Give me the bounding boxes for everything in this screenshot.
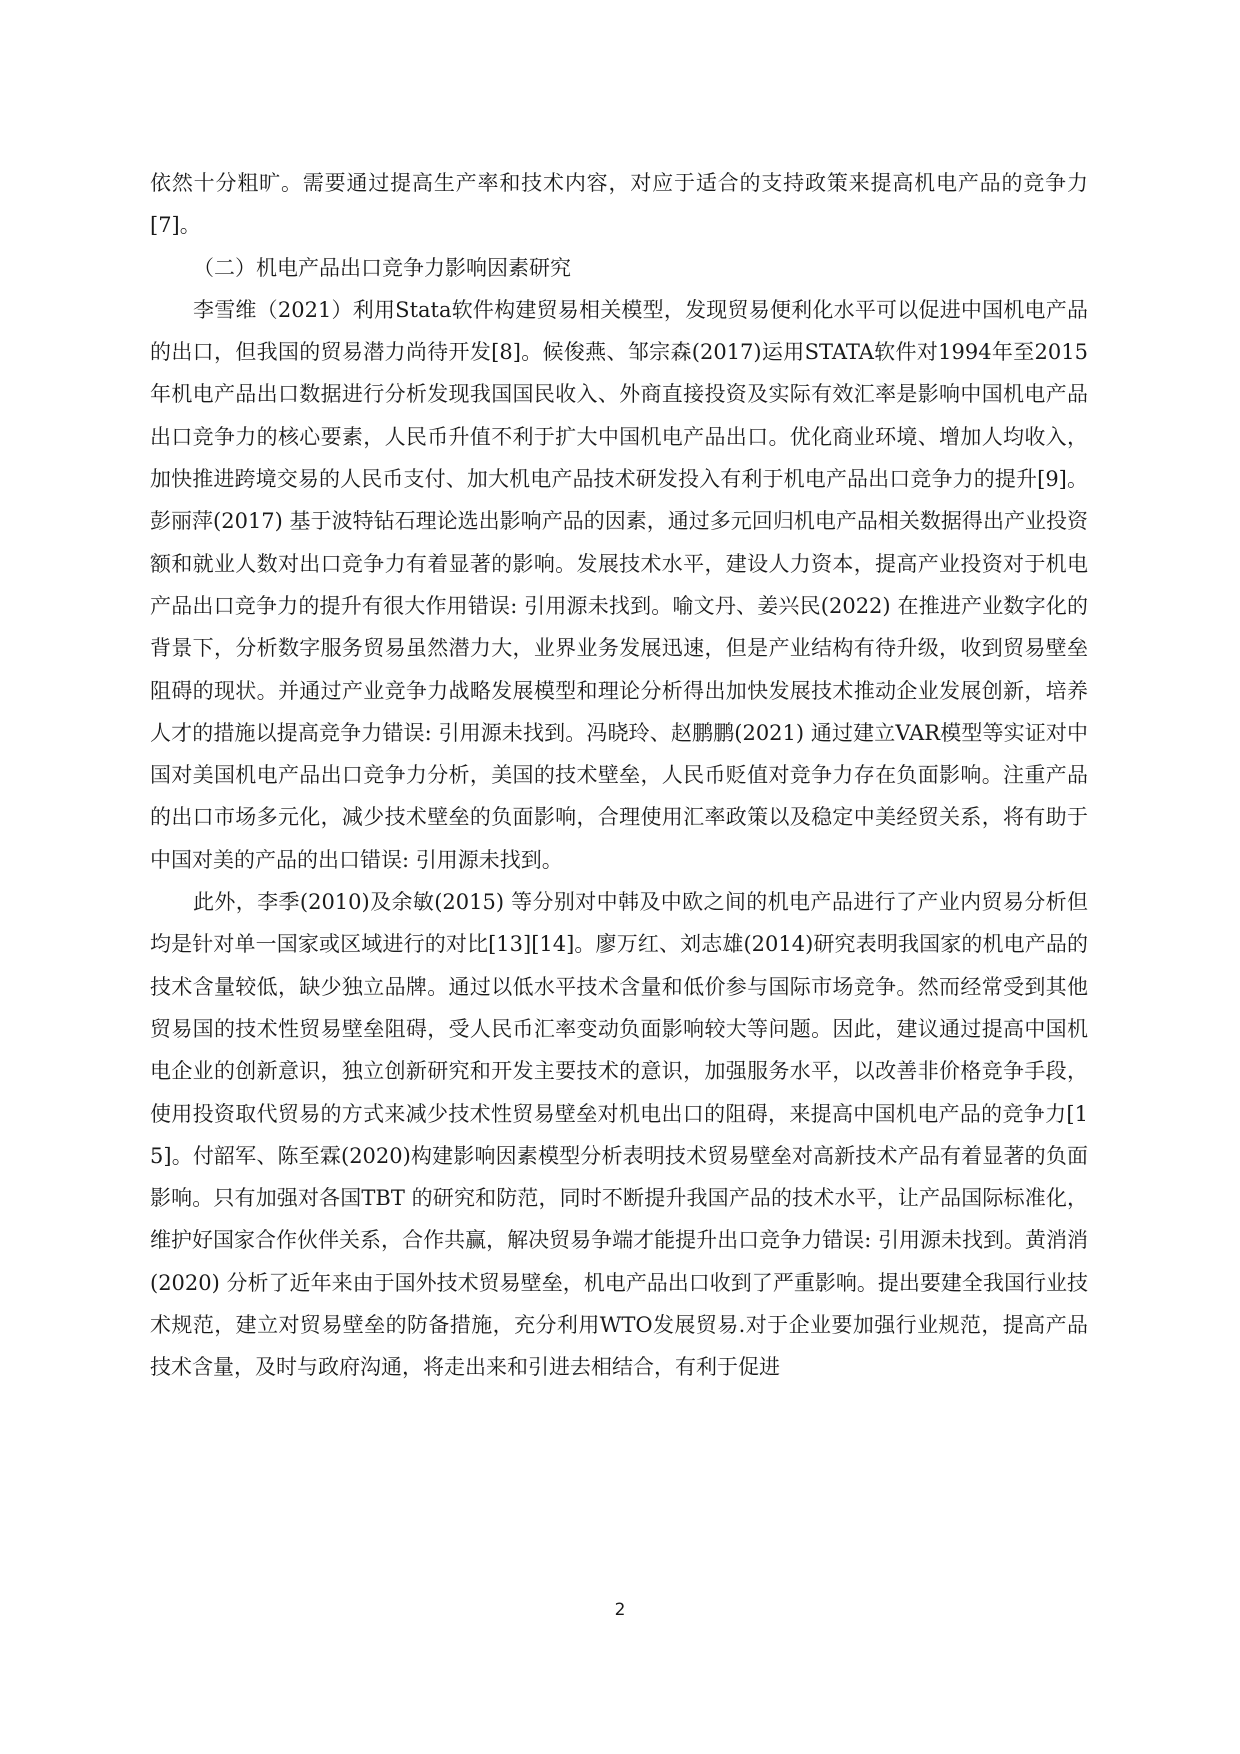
section-heading: （二）机电产品出口竞争力影响因素研究 [193, 255, 571, 280]
page-number: 2 [614, 1600, 626, 1620]
paragraph-continuation: 依然十分粗旷。需要通过提高生产率和技术内容，对应于适合的支持政策来提高机电产品的竞争力[7]。 [150, 171, 1088, 238]
paragraph-factors-research: 李雪维（2021）利用Stata软件构建贸易相关模型，发现贸易便利化水平可以促进中国机电产品的出口，但我国的贸易潜力尚待开发[8]。候俊燕、邹宗森(2017)运用STATA软件对1994年至2015年机电产品出口数据进行分析发现我国国民收入、外商直接投资及实际有效汇率是影响中国机电产品出口竞争力的核心要素，人民币升值不利于扩大中国机电产品出口。优化商业环境、增加人均收入，加快推进跨境交易的人民币支付、加大机电产品技术研发投入有利于机电产品出口竞争力的提升[9]。彭丽萍(2017) 基于波特钻石理论选出影响产品的因素，通过多元回归机电产品相关数据得出产业投资额和就业人数对出口竞争力有着显著的影响。发展技术水平，建设人力资本，提高产业投资对于机电产品出口竞争力的提升有很大作用错误: 引用源未找到。喻文丹、姜兴民(2022) 在推进产业数字化的背景下，分析数字服务贸易虽然潜力大，业界业务发展迅速，但是产业结构有待升级，收到贸易壁垒阻碍的现状。并通过产业竞争力战略发展模型和理论分析得出加快发展技术推动企业发展创新，培养人才的措施以提高竞争力错误: 引用源未找到。冯晓玲、赵鹏鹏(2021) 通过建立VAR模型等实证对中国对美国机电产品出口竞争力分析，美国的技术壁垒，人民币贬值对竞争力存在负面影响。注重产品的出口市场多元化，减少技术壁垒的负面影响，合理使用汇率政策以及稳定中美经贸关系，将有助于中国对美的产品的出口错误: 引用源未找到。 [150, 297, 1088, 872]
paragraph-additional-research: 此外，李季(2010)及余敏(2015) 等分别对中韩及中欧之间的机电产品进行了产业内贸易分析但均是针对单一国家或区域进行的对比[13][14]。廖万红、刘志雄(2014)研究表明我国家的机电产品的技术含量较低，缺少独立品牌。通过以低水平技术含量和低价参与国际市场竞争。然而经常受到其他贸易国的技术性贸易壁垒阻碍，受人民币汇率变动负面影响较大等问题。因此，建议通过提高中国机电企业的创新意识，独立创新研究和开发主要技术的意识，加强服务水平，以改善非价格竞争手段，使用投资取代贸易的方式来减少技术性贸易壁垒对机电出口的阻碍，来提高中国机电产品的竞争力[15]。付韶军、陈至霖(2020)构建影响因素模型分析表明技术贸易壁垒对高新技术产品有着显著的负面影响。只有加强对各国TBT 的研究和防范，同时不断提升我国产品的技术水平，让产品国际标准化，维护好国家合作伙伴关系，合作共赢，解决贸易争端才能提升出口竞争力错误: 引用源未找到。黄消消(2020) 分析了近年来由于国外技术贸易壁垒，机电产品出口收到了严重影响。提出要建全我国行业技术规范，建立对贸易壁垒的防备措施，充分利用WTO发展贸易.对于企业要加强行业规范，提高产品技术含量，及时与政府沟通，将走出来和引进去相结合，有利于促进 [150, 890, 1088, 1380]
page-body [150, 162, 1088, 1389]
